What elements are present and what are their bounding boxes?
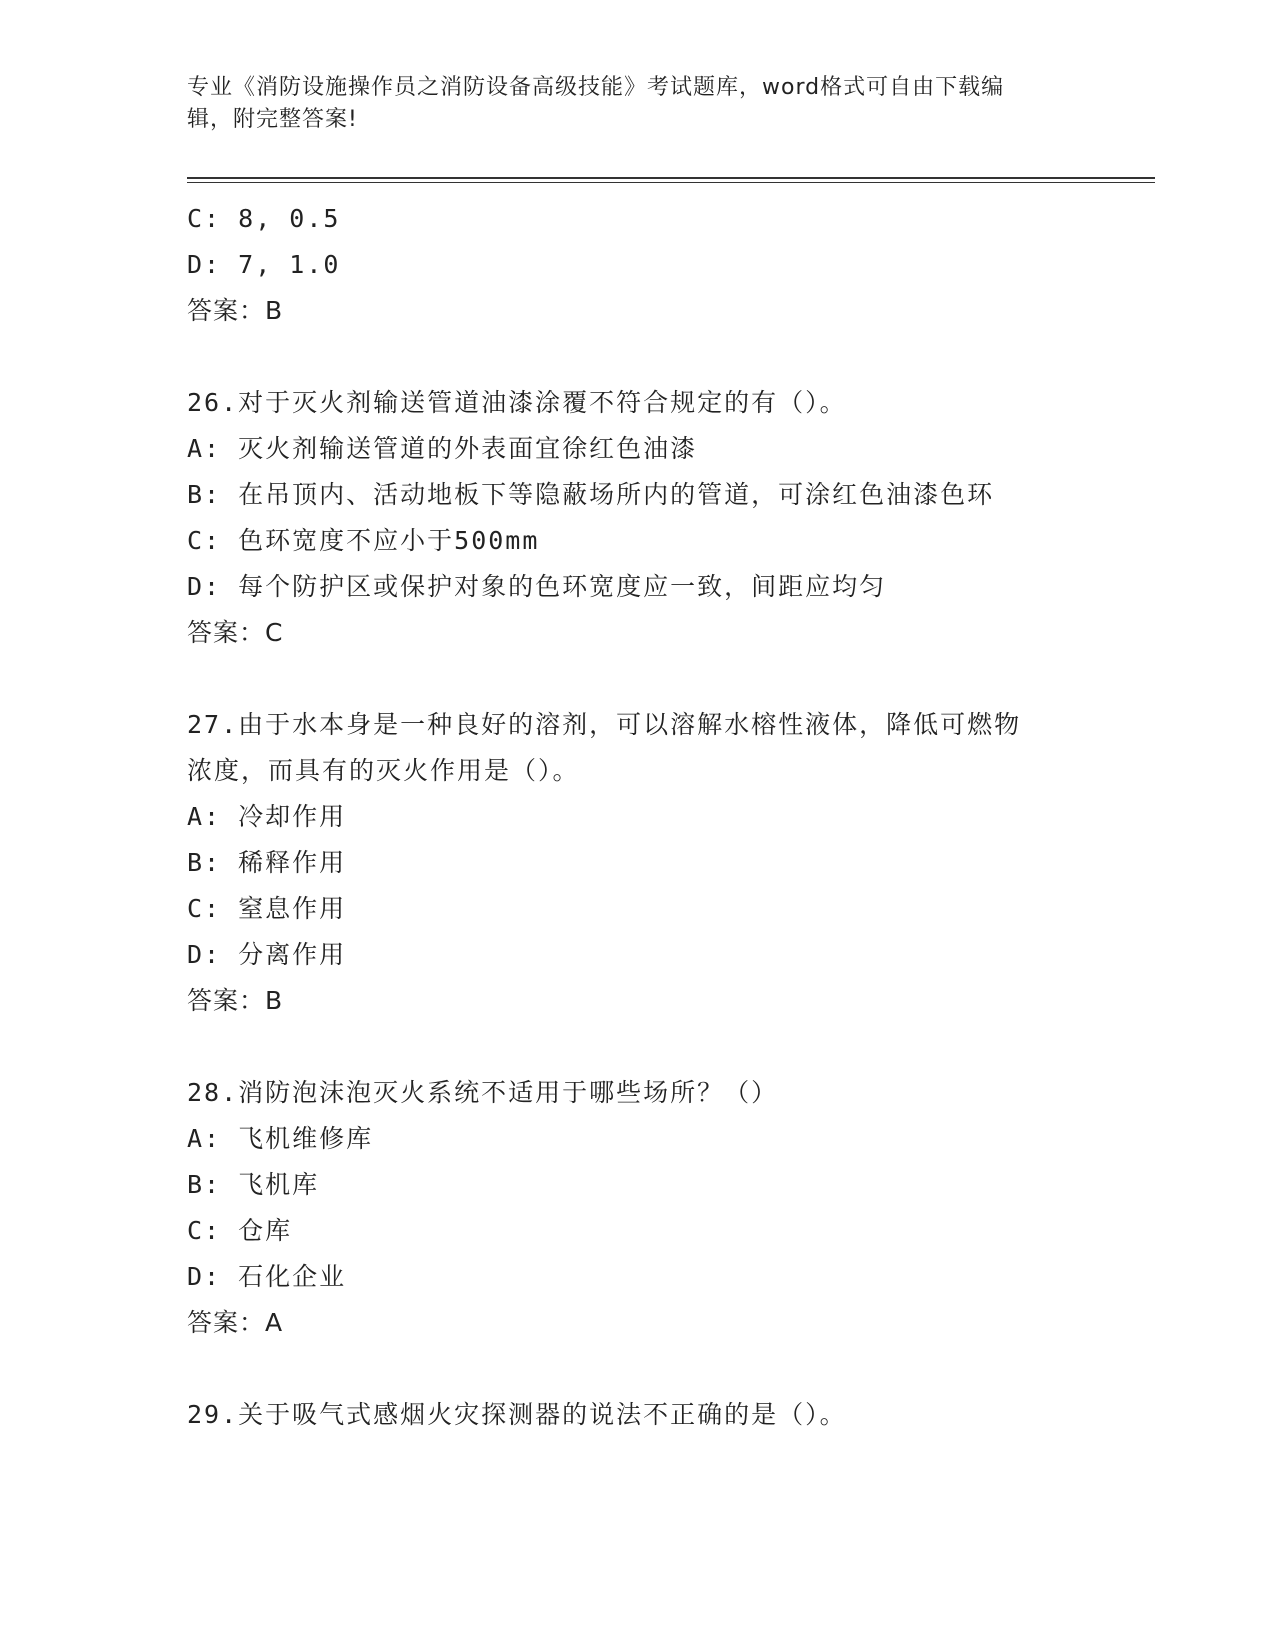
question-28 bbox=[187, 1070, 1087, 1346]
header-divider-thick bbox=[187, 177, 1155, 179]
option-d: D: 石化企业 bbox=[187, 1262, 347, 1291]
question-27 bbox=[187, 702, 1087, 1024]
option-d: D: 7, 1.0 bbox=[187, 250, 341, 279]
answer-line: 答案：A bbox=[187, 1308, 284, 1337]
question-stem: 26.对于灭火剂输送管道油漆涂覆不符合规定的有（）。 bbox=[187, 388, 847, 417]
option-b: B: 在吊顶内、活动地板下等隐蔽场所内的管道，可涂红色油漆色环 bbox=[187, 480, 995, 509]
option-a: A: 冷却作用 bbox=[187, 802, 347, 831]
question-29 bbox=[187, 1392, 1087, 1438]
answer-line: 答案：B bbox=[187, 986, 284, 1015]
header-divider-thin bbox=[187, 182, 1155, 183]
question-stem: 27.由于水本身是一种良好的溶剂，可以溶解水榕性液体，降低可燃物 bbox=[187, 710, 1022, 739]
question-stem-continued: 浓度，而具有的灭火作用是（）。 bbox=[187, 756, 580, 785]
option-b: B: 稀释作用 bbox=[187, 848, 347, 877]
question-stem: 29.关于吸气式感烟火灾探测器的说法不正确的是（）。 bbox=[187, 1400, 847, 1429]
question-25-tail bbox=[187, 196, 1087, 334]
question-stem: 28.消防泡沫泡灭火系统不适用于哪些场所？（） bbox=[187, 1078, 779, 1107]
header-line-2: 辑，附完整答案! bbox=[187, 107, 358, 132]
answer-line: 答案：B bbox=[187, 296, 284, 325]
question-26 bbox=[187, 380, 1087, 656]
option-a: A: 飞机维修库 bbox=[187, 1124, 374, 1153]
option-a: A: 灭火剂输送管道的外表面宜徐红色油漆 bbox=[187, 434, 698, 463]
answer-line: 答案：C bbox=[187, 618, 284, 647]
option-b: B: 飞机库 bbox=[187, 1170, 320, 1199]
option-c: C: 色环宽度不应小于500mm bbox=[187, 526, 540, 555]
document-header bbox=[187, 72, 1067, 136]
header-line-1: 专业《消防设施操作员之消防设备高级技能》考试题库，word格式可自由下载编 bbox=[187, 75, 1005, 100]
option-d: D: 每个防护区或保护对象的色环宽度应一致，间距应均匀 bbox=[187, 572, 887, 601]
option-c: C: 仓库 bbox=[187, 1216, 293, 1245]
option-c: C: 8, 0.5 bbox=[187, 204, 341, 233]
option-d: D: 分离作用 bbox=[187, 940, 347, 969]
question-content bbox=[187, 196, 1087, 1438]
option-c: C: 窒息作用 bbox=[187, 894, 347, 923]
